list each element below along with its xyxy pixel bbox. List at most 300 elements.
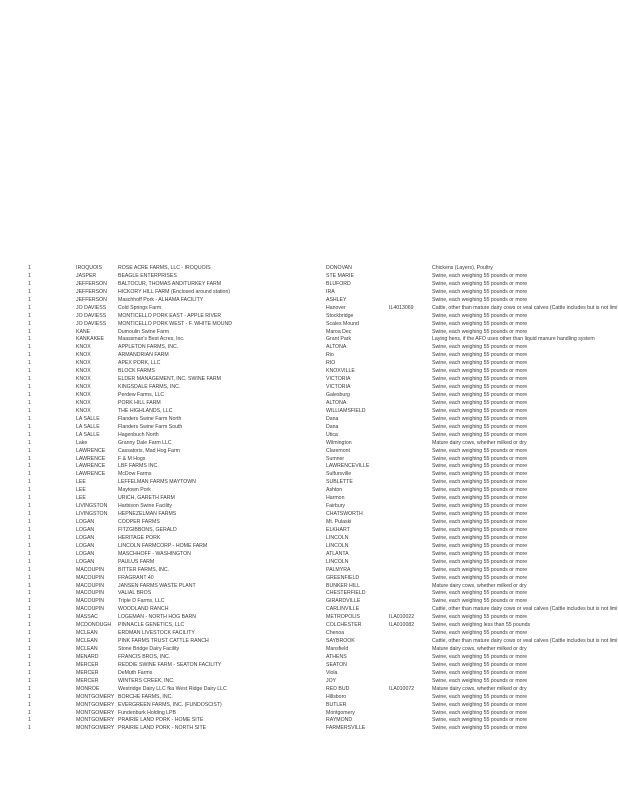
county-cell: MCLEAN xyxy=(76,630,98,637)
animal-type-cell: Swine, each weighing 55 pounds or more xyxy=(432,368,528,375)
county-cell: KNOX xyxy=(76,344,91,351)
city-cell: PALMYRA xyxy=(326,566,351,573)
facility-name-cell: THE HIGHLANDS, LLC xyxy=(118,407,173,414)
permit-cell: ILA010072 xyxy=(389,685,415,692)
animal-type-cell: Swine, each weighing 55 pounds or more xyxy=(432,495,528,502)
animal-type-cell: Swine, each weighing 55 pounds or more xyxy=(432,566,528,573)
row-number: 1 xyxy=(28,701,31,708)
city-cell: IRA xyxy=(326,288,335,295)
animal-type-cell: Swine, each weighing 55 pounds or more xyxy=(432,296,528,303)
row-number: 1 xyxy=(28,265,31,271)
facility-name-cell: Flanders Swine Farm North xyxy=(118,415,182,422)
facility-name-cell: ROSE ACRE FARMS, LLC - IROQUOIS xyxy=(118,265,211,271)
city-cell: Harmon xyxy=(326,495,345,502)
county-cell: MACOUPIN xyxy=(76,566,104,573)
row-number: 1 xyxy=(28,455,31,462)
facility-name-cell: PINNACLE GENETICS, LLC xyxy=(118,622,185,629)
animal-type-cell: Swine, each weighing 55 pounds or more xyxy=(432,415,528,422)
county-cell: KNOX xyxy=(76,399,91,406)
animal-type-cell: Swine, each weighing 55 pounds or more xyxy=(432,693,528,700)
table-row xyxy=(28,313,618,321)
facility-name-cell: ERDMAN LIVESTOCK FACILITY xyxy=(118,630,195,637)
animal-type-cell: Swine, each weighing 55 pounds or more xyxy=(432,709,528,716)
city-cell: RED BUD xyxy=(326,685,350,692)
row-number: 1 xyxy=(28,487,31,494)
animal-type-cell: Swine, each weighing 55 pounds or more xyxy=(432,487,528,494)
row-number: 1 xyxy=(28,495,31,502)
table-row xyxy=(28,487,618,495)
county-cell: MACOUPIN xyxy=(76,598,104,605)
animal-type-cell: Swine, each weighing 55 pounds or more xyxy=(432,503,528,510)
row-number: 1 xyxy=(28,384,31,391)
row-number: 1 xyxy=(28,590,31,597)
county-cell: MONTGOMERY xyxy=(76,701,115,708)
table-row xyxy=(28,432,618,440)
table-row xyxy=(28,654,618,662)
table-row xyxy=(28,686,618,694)
animal-type-cell: Swine, each weighing 55 pounds or more xyxy=(432,376,528,383)
animal-type-cell: Swine, each weighing 55 pounds or more xyxy=(432,447,528,454)
city-cell: RAYMOND xyxy=(326,717,353,724)
animal-type-cell: Swine, each weighing 55 pounds or more xyxy=(432,463,528,470)
facility-name-cell: BEAGLE ENTERPRISES xyxy=(118,272,177,279)
animal-type-cell: Swine, each weighing 55 pounds or more xyxy=(432,542,528,549)
city-cell: ATHENS xyxy=(326,653,347,660)
animal-type-cell: Swine, each weighing less than 55 pounds xyxy=(432,622,531,629)
facility-name-cell: Cold Springs Farm xyxy=(118,304,162,311)
county-cell: MENARD xyxy=(76,653,99,660)
city-cell: Rio xyxy=(326,352,334,359)
city-cell: SUBLETTE xyxy=(326,479,353,486)
row-number: 1 xyxy=(28,312,31,319)
animal-type-cell: Swine, each weighing 55 pounds or more xyxy=(432,280,528,287)
county-cell: JASPER xyxy=(76,272,97,279)
county-cell: LOGAN xyxy=(76,534,95,541)
spreadsheet-table xyxy=(28,265,618,733)
facility-name-cell: F & M Hogs xyxy=(118,455,146,462)
animal-type-cell: Mature dairy cows, whether milked or dry xyxy=(432,646,527,652)
row-number: 1 xyxy=(28,407,31,414)
row-number: 1 xyxy=(28,304,31,311)
row-number: 1 xyxy=(28,677,31,684)
table-row xyxy=(28,614,618,622)
row-number: 1 xyxy=(28,272,31,279)
animal-type-cell: Swine, each weighing 55 pounds or more xyxy=(432,725,528,732)
table-row xyxy=(28,368,618,376)
county-cell: LA SALLE xyxy=(76,431,100,438)
city-cell: Scales Mound xyxy=(326,320,359,327)
row-number: 1 xyxy=(28,296,31,303)
table-row xyxy=(28,710,618,718)
facility-name-cell: JANSEN FARMS WASTE PLANT xyxy=(118,582,196,589)
county-cell: MACOUPIN xyxy=(76,574,104,581)
row-number: 1 xyxy=(28,376,31,383)
city-cell: JOY xyxy=(326,677,337,684)
row-number: 1 xyxy=(28,558,31,565)
county-cell: Lake xyxy=(76,439,88,446)
table-row xyxy=(28,622,618,630)
county-cell: JO DAVIESS xyxy=(76,320,107,327)
row-number: 1 xyxy=(28,550,31,557)
city-cell: LINCOLN xyxy=(326,542,349,549)
city-cell: ELKHART xyxy=(326,526,350,533)
animal-type-cell: Swine, each weighing 55 pounds or more xyxy=(432,360,528,367)
facility-name-cell: Dumoulin Swine Farm xyxy=(118,328,170,335)
county-cell: MASSAC xyxy=(76,614,98,621)
animal-type-cell: Swine, each weighing 55 pounds or more xyxy=(432,328,528,335)
table-row xyxy=(28,329,618,337)
county-cell: IROQUOIS xyxy=(76,265,102,271)
facility-name-cell: BITTER FARMS, INC. xyxy=(118,566,170,573)
city-cell: KNOXVILLE xyxy=(326,368,355,375)
facility-name-cell: PRAIRIE LAND PORK - NORTH SITE xyxy=(118,725,207,732)
city-cell: VICTORIA xyxy=(326,384,351,391)
facility-name-cell: PORK HILL FARM xyxy=(118,399,161,406)
row-number: 1 xyxy=(28,638,31,645)
city-cell: ALTONA xyxy=(326,399,347,406)
county-cell: JO DAVIESS xyxy=(76,312,107,319)
city-cell: Sumner xyxy=(326,455,345,462)
city-cell: LINCOLN xyxy=(326,534,349,541)
facility-name-cell: LBF FARMS INC. xyxy=(118,463,159,470)
row-number: 1 xyxy=(28,288,31,295)
table-row xyxy=(28,360,618,368)
facility-name-cell: KINGSDALE FARMS, INC. xyxy=(118,384,181,391)
county-cell: KNOX xyxy=(76,368,91,375)
city-cell: Galesburg xyxy=(326,392,350,398)
row-number: 1 xyxy=(28,360,31,367)
table-row xyxy=(28,448,618,456)
table-row xyxy=(28,265,618,273)
city-cell: BUTLER xyxy=(326,701,347,708)
facility-name-cell: Hagenbuch North xyxy=(118,431,159,438)
row-number: 1 xyxy=(28,526,31,533)
county-cell: MERCER xyxy=(76,669,99,676)
city-cell: CHATSWORTH xyxy=(326,511,363,518)
animal-type-cell: Swine, each weighing 55 pounds or more xyxy=(432,511,528,518)
county-cell: MERCER xyxy=(76,661,99,668)
row-number: 1 xyxy=(28,653,31,660)
table-row xyxy=(28,575,618,583)
facility-name-cell: APEX PORK, LLC xyxy=(118,360,161,367)
city-cell: METROPOLIS xyxy=(326,614,361,621)
animal-type-cell: Swine, each weighing 55 pounds or more xyxy=(432,455,528,462)
city-cell: Viola xyxy=(326,669,338,676)
table-row xyxy=(28,440,618,448)
city-cell: GREENFIELD xyxy=(326,574,360,581)
city-cell: DONOVAN xyxy=(326,265,352,271)
county-cell: LOGAN xyxy=(76,519,95,525)
county-cell: MACOUPIN xyxy=(76,606,104,613)
animal-type-cell: Swine, each weighing 55 pounds or more xyxy=(432,399,528,406)
county-cell: LAWRENCE xyxy=(76,463,106,470)
facility-name-cell: PINK FARMS TRUST CATTLE RANCH xyxy=(118,638,209,645)
row-number: 1 xyxy=(28,630,31,637)
row-number: 1 xyxy=(28,503,31,510)
county-cell: MONTGOMERY xyxy=(76,709,115,716)
city-cell: Hillsboro xyxy=(326,693,347,700)
animal-type-cell: Swine, each weighing 55 pounds or more xyxy=(432,630,528,637)
row-number: 1 xyxy=(28,280,31,287)
county-cell: MONTGOMERY xyxy=(76,725,115,732)
table-row xyxy=(28,583,618,591)
animal-type-cell: Swine, each weighing 55 pounds or more xyxy=(432,384,528,391)
city-cell: Hanover xyxy=(326,304,346,311)
city-cell: Ashton xyxy=(326,487,343,494)
animal-type-cell: Swine, each weighing 55 pounds or more xyxy=(432,479,528,486)
county-cell: LEE xyxy=(76,487,86,494)
row-number: 1 xyxy=(28,598,31,605)
table-row xyxy=(28,463,618,471)
animal-type-cell: Swine, each weighing 55 pounds or more xyxy=(432,407,528,414)
table-row xyxy=(28,511,618,519)
animal-type-cell: Swine, each weighing 55 pounds or more xyxy=(432,534,528,541)
animal-type-cell: Swine, each weighing 55 pounds or more xyxy=(432,614,528,621)
county-cell: LIVINGSTON xyxy=(76,511,108,518)
table-row xyxy=(28,503,618,511)
facility-name-cell: VALIAL BROS xyxy=(118,590,152,597)
city-cell: Mt. Pulaski xyxy=(326,519,352,525)
city-cell: SEATON xyxy=(326,661,347,668)
table-row xyxy=(28,289,618,297)
animal-type-cell: Chickens (Layers), Poultry xyxy=(432,265,493,271)
table-row xyxy=(28,416,618,424)
table-row xyxy=(28,662,618,670)
facility-name-cell: Cassatoris, Mad Hog Farm xyxy=(118,447,180,454)
facility-name-cell: REDDIE SWINE FARM - SEATON FACILITY xyxy=(118,661,222,668)
row-number: 1 xyxy=(28,534,31,541)
table-row xyxy=(28,376,618,384)
animal-type-cell: Swine, each weighing 55 pounds or more xyxy=(432,661,528,668)
county-cell: LAWRENCE xyxy=(76,455,106,462)
city-cell: Wilmington xyxy=(326,439,352,446)
facility-name-cell: MONTICELLO PORK WEST - F. WHITE MOUND xyxy=(118,320,233,327)
table-row xyxy=(28,352,618,360)
county-cell: KNOX xyxy=(76,352,91,359)
row-number: 1 xyxy=(28,439,31,446)
row-number: 1 xyxy=(28,447,31,454)
animal-type-cell: Cattle, other than mature dairy cows or veal calves (Cattle includes but is not limi xyxy=(432,638,618,645)
table-row xyxy=(28,543,618,551)
row-number: 1 xyxy=(28,320,31,327)
table-row xyxy=(28,725,618,733)
city-cell: STE MARIE xyxy=(326,272,354,279)
table-row xyxy=(28,717,618,725)
row-number: 1 xyxy=(28,661,31,668)
county-cell: LOGAN xyxy=(76,526,95,533)
county-cell: KANKAKEE xyxy=(76,336,104,343)
county-cell: LA SALLE xyxy=(76,423,100,430)
table-row xyxy=(28,400,618,408)
animal-type-cell: Swine, each weighing 55 pounds or more xyxy=(432,653,528,660)
county-cell: LEE xyxy=(76,495,86,502)
county-cell: KNOX xyxy=(76,392,91,398)
animal-type-cell: Swine, each weighing 55 pounds or more xyxy=(432,558,528,565)
city-cell: Grant Park xyxy=(326,336,352,343)
county-cell: JEFFERSON xyxy=(76,296,107,303)
animal-type-cell: Swine, each weighing 55 pounds or more xyxy=(432,288,528,295)
city-cell: Utica xyxy=(326,431,338,438)
county-cell: MACOUPIN xyxy=(76,582,104,589)
row-number: 1 xyxy=(28,693,31,700)
animal-type-cell: Swine, each weighing 55 pounds or more xyxy=(432,590,528,597)
row-number: 1 xyxy=(28,622,31,629)
facility-name-cell: WINTERS CREEK, INC. xyxy=(118,677,175,684)
facility-name-cell: PAULUS FARM xyxy=(118,558,155,565)
animal-type-cell: Swine, each weighing 55 pounds or more xyxy=(432,423,528,430)
animal-type-cell: Swine, each weighing 55 pounds or more xyxy=(432,550,528,557)
city-cell: BUNKER HILL xyxy=(326,582,361,589)
row-number: 1 xyxy=(28,574,31,581)
facility-name-cell: COOPER FARMS xyxy=(118,519,160,525)
facility-name-cell: BALTOCUR, THOMAS AND/TURKEY FARM xyxy=(118,280,222,287)
row-number: 1 xyxy=(28,717,31,724)
facility-name-cell: MONTICELLO PORK EAST - APPLE RIVER xyxy=(118,312,222,319)
facility-name-cell: LEFFELMAN FARMS MAYTOWN xyxy=(118,479,196,486)
animal-type-cell: Swine, each weighing 55 pounds or more xyxy=(432,598,528,605)
table-row xyxy=(28,297,618,305)
city-cell: CHESTERFIELD xyxy=(326,590,366,597)
city-cell: Maroa Dec xyxy=(326,328,352,335)
city-cell: RIO xyxy=(326,360,336,367)
facility-name-cell: LOGEMAN - NORTH HOG BARN xyxy=(118,614,197,621)
facility-name-cell: ELDER MANAGEMENT, INC. SWINE FARM xyxy=(118,376,221,383)
facility-name-cell: BORCHE FARMS, INC. xyxy=(118,693,173,700)
row-number: 1 xyxy=(28,471,31,478)
row-number: 1 xyxy=(28,614,31,621)
facility-name-cell: Perdew Farms, LLC xyxy=(118,392,165,398)
animal-type-cell: Swine, each weighing 55 pounds or more xyxy=(432,272,528,279)
animal-type-cell: Swine, each weighing 55 pounds or more xyxy=(432,677,528,684)
table-row xyxy=(28,344,618,352)
county-cell: KNOX xyxy=(76,376,91,383)
facility-name-cell: FRANCIS BROS, INC. xyxy=(118,653,171,660)
table-row xyxy=(28,535,618,543)
facility-name-cell: LINCOLN FARMCORP - HOME FARM xyxy=(118,542,208,549)
city-cell: WILLIAMSFIELD xyxy=(326,407,366,414)
row-number: 1 xyxy=(28,431,31,438)
county-cell: KNOX xyxy=(76,384,91,391)
row-number: 1 xyxy=(28,368,31,375)
table-row xyxy=(28,551,618,559)
row-number: 1 xyxy=(28,566,31,573)
table-row xyxy=(28,606,618,614)
table-row xyxy=(28,305,618,313)
county-cell: LA SALLE xyxy=(76,415,100,422)
row-number: 1 xyxy=(28,511,31,518)
facility-name-cell: BLOCK FARMS xyxy=(118,368,155,375)
table-row xyxy=(28,384,618,392)
facility-name-cell: Granny Dale Farm LLC xyxy=(118,439,172,446)
row-number: 1 xyxy=(28,336,31,343)
table-row xyxy=(28,479,618,487)
city-cell: Dana xyxy=(326,415,339,422)
animal-type-cell: Laying hens, if the AFO uses other than liquid manure handling system xyxy=(432,336,595,343)
county-cell: MERCER xyxy=(76,677,99,684)
facility-name-cell: DeMuth Farms xyxy=(118,669,153,676)
animal-type-cell: Swine, each weighing 55 pounds or more xyxy=(432,574,528,581)
facility-name-cell: MASCHHOFF - WASHINGTON xyxy=(118,550,191,557)
city-cell: ALTONA xyxy=(326,344,347,351)
animal-type-cell: Swine, each weighing 55 pounds or more xyxy=(432,701,528,708)
row-number: 1 xyxy=(28,582,31,589)
city-cell: ATLANTA xyxy=(326,550,349,557)
county-cell: MONTGOMERY xyxy=(76,717,115,724)
city-cell: COLCHESTER xyxy=(326,622,362,629)
row-number: 1 xyxy=(28,606,31,613)
county-cell: LIVINGSTON xyxy=(76,503,108,510)
city-cell: Fairbury xyxy=(326,503,346,510)
permit-cell: ILA010082 xyxy=(389,622,415,629)
animal-type-cell: Swine, each weighing 55 pounds or more xyxy=(432,352,528,359)
facility-name-cell: Maassman's Best Acres, Inc. xyxy=(118,336,185,343)
facility-name-cell: FITZGIBBONS, GERALD xyxy=(118,526,177,533)
county-cell: JO DAVIESS xyxy=(76,304,107,311)
facility-name-cell: APPLETON FARMS, INC. xyxy=(118,344,179,351)
county-cell: MCLEAN xyxy=(76,646,98,652)
table-row xyxy=(28,702,618,710)
row-number: 1 xyxy=(28,392,31,398)
row-number: 1 xyxy=(28,669,31,676)
facility-name-cell: McDow Farms xyxy=(118,471,152,478)
row-number: 1 xyxy=(28,344,31,351)
county-cell: MACOUPIN xyxy=(76,590,104,597)
row-number: 1 xyxy=(28,423,31,430)
animal-type-cell: Swine, each weighing 55 pounds or more xyxy=(432,669,528,676)
county-cell: MCLEAN xyxy=(76,638,98,645)
city-cell: Sulfursville xyxy=(326,471,352,478)
row-number: 1 xyxy=(28,709,31,716)
county-cell: LOGAN xyxy=(76,558,95,565)
animal-type-cell: Mature dairy cows, whether milked or dry xyxy=(432,582,527,589)
facility-name-cell: Maschhoff Pork - ALHAMA FACILITY xyxy=(118,296,204,303)
city-cell: Chenoa xyxy=(326,630,345,637)
table-row xyxy=(28,630,618,638)
animal-type-cell: Swine, each weighing 55 pounds or more xyxy=(432,320,528,327)
county-cell: KANE xyxy=(76,328,91,335)
animal-type-cell: Mature dairy cows, whether milked or dry xyxy=(432,439,527,446)
row-number: 1 xyxy=(28,646,31,652)
city-cell: Claremont xyxy=(326,447,350,454)
facility-name-cell: Harbison Swine Facility xyxy=(118,503,172,510)
row-number: 1 xyxy=(28,685,31,692)
city-cell: CARLINVILLE xyxy=(326,606,360,613)
city-cell: FARMERSVILLE xyxy=(326,725,366,732)
table-row xyxy=(28,527,618,535)
permit-cell: ILA010022 xyxy=(389,614,415,621)
facility-name-cell: WOODLAND RANCH xyxy=(118,606,169,613)
county-cell: KNOX xyxy=(76,407,91,414)
table-row xyxy=(28,670,618,678)
table-row xyxy=(28,567,618,575)
facility-name-cell: HEPNEZELMAN FARMS xyxy=(118,511,177,518)
city-cell: Montgomery xyxy=(326,709,355,716)
animal-type-cell: Swine, each weighing 55 pounds or more xyxy=(432,312,528,319)
row-number: 1 xyxy=(28,725,31,732)
row-number: 1 xyxy=(28,328,31,335)
table-row xyxy=(28,456,618,464)
county-cell: MCDONOUGH xyxy=(76,622,112,629)
county-cell: LOGAN xyxy=(76,550,95,557)
animal-type-cell: Cattle, other than mature dairy cows or veal calves (Cattle includes but is not limi xyxy=(432,304,618,311)
row-number: 1 xyxy=(28,352,31,359)
facility-name-cell: EVERGREEN FARMS, INC. (FUNDOSCIST) xyxy=(118,701,222,708)
facility-name-cell: Maytown Pork xyxy=(118,487,151,494)
city-cell: Stockbridge xyxy=(326,312,354,319)
table-row xyxy=(28,598,618,606)
city-cell: Mansfield xyxy=(326,646,349,652)
table-row xyxy=(28,646,618,654)
